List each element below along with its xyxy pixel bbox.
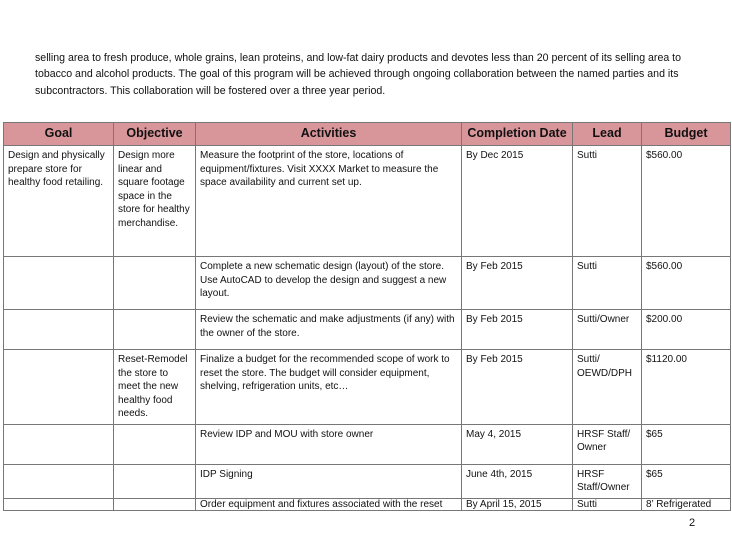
header-completion-date: Completion Date — [462, 123, 573, 146]
header-goal: Goal — [4, 123, 114, 146]
cell-lead: HRSF Staff/ Owner — [573, 424, 642, 464]
cell-completion-date: By Feb 2015 — [462, 350, 573, 425]
cell-activity: Review the schematic and make adjustments (if any) with the owner of the store. — [196, 310, 462, 350]
cell-completion-date: By Feb 2015 — [462, 310, 573, 350]
table-row — [4, 350, 731, 425]
table-row — [4, 424, 731, 464]
cell-activity: Order equipment and fixtures associated with the reset — [196, 498, 462, 510]
cell-budget: $65 — [642, 464, 731, 498]
header-budget: Budget — [642, 123, 731, 146]
cell-objective — [114, 498, 196, 510]
cell-objective — [114, 424, 196, 464]
cell-lead: Sutti — [573, 257, 642, 310]
cell-budget: $560.00 — [642, 146, 731, 257]
page-number: 2 — [689, 517, 696, 529]
cell-activity: Finalize a budget for the recommended scope of work to reset the store. The budget will consider equipment, shelving, refrigeration units, etc… — [196, 350, 462, 425]
cell-activity: Complete a new schematic design (layout) of the store. Use AutoCAD to develop the design and suggest a new layout. — [196, 257, 462, 310]
cell-goal — [4, 424, 114, 464]
cell-budget: $200.00 — [642, 310, 731, 350]
cell-goal — [4, 498, 114, 510]
header-lead: Lead — [573, 123, 642, 146]
cell-lead: Sutti — [573, 498, 642, 510]
cell-budget: $560.00 — [642, 257, 731, 310]
table-row — [4, 498, 731, 510]
table-header-row — [4, 123, 731, 146]
cell-completion-date: June 4th, 2015 — [462, 464, 573, 498]
cell-goal — [4, 257, 114, 310]
cell-lead: Sutti — [573, 146, 642, 257]
cell-goal — [4, 350, 114, 425]
cell-goal: Design and physically prepare store for healthy food retailing. — [4, 146, 114, 257]
cell-activity: Review IDP and MOU with store owner — [196, 424, 462, 464]
project-plan-table — [3, 122, 731, 511]
cell-objective — [114, 257, 196, 310]
body-paragraph: selling area to fresh produce, whole grains, lean proteins, and low-fat dairy products and devotes less than 20 percent of its selling area to tobacco and alcohol products. The goal of this program will be achieved through ongoing collaboration between the named parties and its subcontractors. This collaboration will be fostered over a three year period. — [35, 51, 682, 97]
cell-completion-date: By Dec 2015 — [462, 146, 573, 257]
cell-objective — [114, 464, 196, 498]
cell-activity: IDP Signing — [196, 464, 462, 498]
table-row — [4, 310, 731, 350]
cell-budget: $65 — [642, 424, 731, 464]
cell-objective: Reset-Remodel the store to meet the new healthy food needs. — [114, 350, 196, 425]
header-objective: Objective — [114, 123, 196, 146]
table-row — [4, 257, 731, 310]
cell-objective — [114, 310, 196, 350]
table-row — [4, 464, 731, 498]
cell-lead: Sutti/ OEWD/DPH — [573, 350, 642, 425]
cell-budget: $1120.00 — [642, 350, 731, 425]
table-row — [4, 146, 731, 257]
cell-lead: HRSF Staff/Owner — [573, 464, 642, 498]
cell-completion-date: May 4, 2015 — [462, 424, 573, 464]
cell-goal — [4, 310, 114, 350]
cell-completion-date: By Feb 2015 — [462, 257, 573, 310]
header-activities: Activities — [196, 123, 462, 146]
cell-completion-date: By April 15, 2015 — [462, 498, 573, 510]
cell-activity: Measure the footprint of the store, locations of equipment/fixtures. Visit XXXX Market to measure the space availability and current set up. — [196, 146, 462, 257]
cell-objective: Design more linear and square footage space in the store for healthy merchandise. — [114, 146, 196, 257]
cell-budget: 8’ Refrigerated — [642, 498, 731, 510]
cell-goal — [4, 464, 114, 498]
cell-lead: Sutti/Owner — [573, 310, 642, 350]
